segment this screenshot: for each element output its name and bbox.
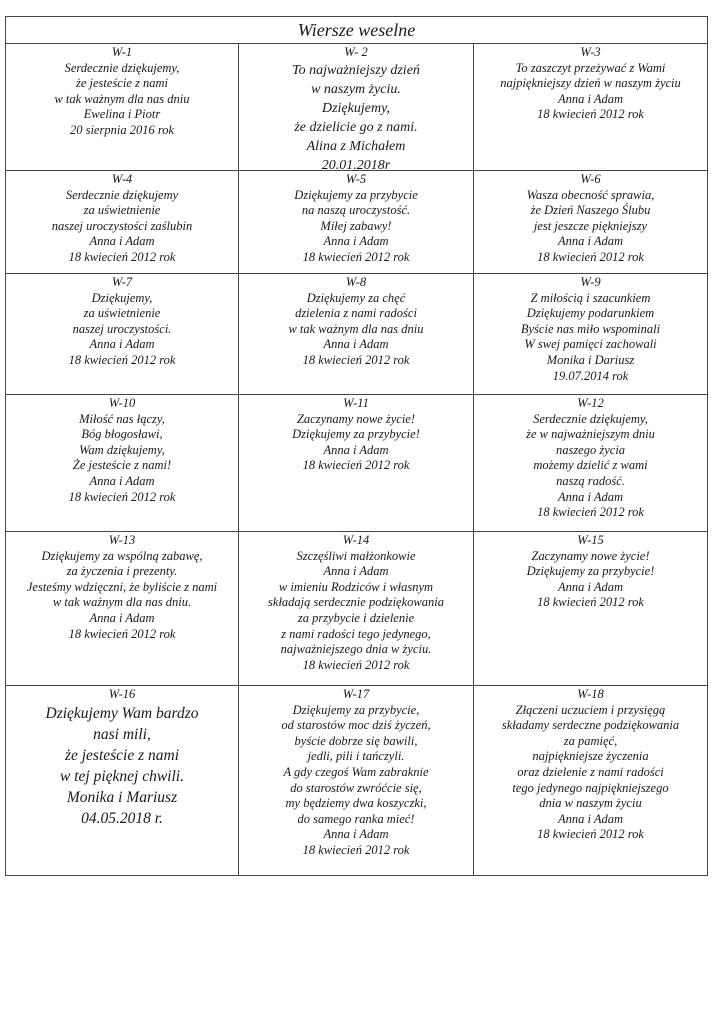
poem-line: 18 kwiecień 2012 rok bbox=[537, 249, 644, 264]
poem-line: Złączeni uczuciem i przysięgą bbox=[515, 702, 666, 717]
poem-line: na naszą uroczystość. bbox=[301, 203, 411, 218]
poem-line: w imieniu Rodziców i własnym bbox=[278, 579, 434, 594]
poem-code: W-16 bbox=[108, 687, 136, 701]
poem-line: Dziękujemy za chęć bbox=[306, 290, 406, 305]
poem-code: W-3 bbox=[580, 45, 601, 59]
poem-line: Dziękujemy za przybycie! bbox=[292, 427, 420, 442]
poem-cell bbox=[474, 171, 707, 274]
poem-line: najważniejszego dnia w życiu. bbox=[280, 642, 432, 657]
poem-line: Dziękujemy, bbox=[91, 290, 153, 305]
poem-code: W-17 bbox=[342, 687, 370, 701]
poem-line: że dzielicie go z nami. bbox=[294, 119, 418, 135]
poem-line: składają serdecznie podziękowania bbox=[268, 595, 444, 610]
poem-line: nasi mili, bbox=[93, 725, 151, 743]
poem-line: za uświetnienie bbox=[83, 306, 161, 321]
poem-line: Serdecznie dziękujemy bbox=[65, 187, 179, 202]
poem-code: W-13 bbox=[108, 533, 136, 547]
poem-code: W-7 bbox=[111, 275, 133, 289]
poem-line: Anna i Adam bbox=[323, 442, 389, 457]
poem-code: W-5 bbox=[345, 172, 367, 186]
poem-cell bbox=[6, 532, 239, 686]
poem-line: dnia w naszym życiu bbox=[539, 796, 642, 811]
poems-table bbox=[5, 16, 708, 876]
poem-line: To zaszczyt przeżywać z Wami bbox=[515, 60, 666, 75]
poem-code: W- 2 bbox=[344, 45, 368, 59]
poem-code: W-14 bbox=[342, 533, 370, 547]
poem-line: Bóg błogosławi, bbox=[81, 427, 163, 442]
poem-line: Anna i Adam bbox=[89, 337, 155, 352]
poem-code: W-15 bbox=[577, 533, 604, 547]
poem-line: za pamięć, bbox=[563, 733, 618, 748]
poem-line: Miłość nas łączy, bbox=[79, 411, 165, 426]
poem-line: Dziękujemy podarunkiem bbox=[526, 306, 655, 321]
poem-line: w naszym życiu. bbox=[311, 81, 401, 97]
poem-line: Monika i Mariusz bbox=[66, 788, 178, 806]
poem-cell bbox=[239, 395, 474, 532]
poem-code: W-1 bbox=[111, 45, 133, 59]
poem-line: jest jeszcze piękniejszy bbox=[533, 218, 648, 233]
poem-line: Jesteśmy wdzięczni, że byliście z nami bbox=[26, 579, 218, 594]
poem-line: że jesteście z nami bbox=[64, 746, 180, 764]
poem-line: Zaczynamy nowe życie! bbox=[531, 548, 650, 563]
poem-code: W-11 bbox=[343, 396, 369, 410]
poem-line: 18 kwiecień 2012 rok bbox=[68, 352, 176, 367]
poem-line: 04.05.2018 r. bbox=[81, 809, 163, 827]
poem-line: dzielenia z nami radości bbox=[295, 306, 417, 321]
poem-line: naszą radość. bbox=[556, 473, 625, 488]
poem-line: Monika i Dariusz bbox=[546, 352, 635, 367]
poem-cell bbox=[239, 686, 474, 875]
poem-line: Dziękujemy za przybycie bbox=[294, 187, 418, 202]
poem-line: za uświetnienie bbox=[83, 203, 161, 218]
poem-cell bbox=[474, 44, 707, 171]
poem-line: Serdecznie dziękujemy, bbox=[533, 411, 648, 426]
poems-grid bbox=[6, 44, 707, 875]
poem-line: najpiękniejszy dzień w naszym życiu bbox=[500, 76, 681, 91]
poem-line: Wasza obecność sprawia, bbox=[526, 187, 655, 202]
poem-line: Anna i Adam bbox=[557, 489, 624, 504]
poem-line: Alina z Michałem bbox=[306, 138, 406, 154]
poem-line: Anna i Adam bbox=[89, 610, 155, 625]
poem-line: 18 kwiecień 2012 rok bbox=[302, 249, 410, 264]
poem-line: Wam dziękujemy, bbox=[79, 442, 165, 457]
poem-line: Miłej zabawy! bbox=[320, 218, 392, 233]
poem-line: naszej uroczystości. bbox=[72, 321, 172, 336]
poem-line: z nami radości tego jedynego, bbox=[281, 626, 431, 641]
poem-line: 18 kwiecień 2012 rok bbox=[68, 489, 176, 504]
poem-line: tego jedynego najpiękniejszego bbox=[512, 780, 669, 795]
poem-line: w tej pięknej chwili. bbox=[60, 767, 184, 785]
poem-cell bbox=[6, 171, 239, 274]
poem-line: 20.01.2018r bbox=[321, 157, 391, 171]
poem-line: naszego życia bbox=[555, 442, 626, 457]
poem-line: w tak ważnym dla nas dniu. bbox=[52, 595, 192, 610]
poem-line: że Dzień Naszego Ślubu bbox=[530, 203, 651, 218]
poem-line: 20 sierpnia 2016 rok bbox=[69, 122, 175, 137]
poem-line: Serdecznie dziękujemy, bbox=[64, 60, 180, 75]
poem-line: 18 kwiecień 2012 rok bbox=[537, 827, 644, 842]
poem-code: W-4 bbox=[111, 172, 133, 186]
poem-cell bbox=[474, 686, 707, 875]
poem-cell bbox=[474, 274, 707, 395]
poem-line: 18 kwiecień 2012 rok bbox=[302, 352, 410, 367]
poem-line: Anna i Adam bbox=[89, 473, 155, 488]
poem-line: Że jesteście z nami! bbox=[72, 458, 172, 473]
poem-line: Anna i Adam bbox=[557, 579, 624, 594]
poem-line: 18 kwiecień 2012 rok bbox=[302, 458, 410, 473]
poem-line: naszej uroczystości zaślubin bbox=[51, 218, 193, 233]
poem-cell bbox=[6, 686, 239, 875]
poem-line: Anna i Adam bbox=[323, 337, 389, 352]
poem-cell bbox=[239, 171, 474, 274]
poem-line: Anna i Adam bbox=[323, 564, 389, 579]
poem-line: Anna i Adam bbox=[323, 234, 389, 249]
poem-line: Zaczynamy nowe życie! bbox=[296, 411, 416, 426]
poem-line: Dziękujemy za przybycie, bbox=[292, 702, 420, 717]
poem-line: Z miłością i szacunkiem bbox=[530, 290, 651, 305]
poem-line: w tak ważnym dla nas dniu bbox=[54, 91, 190, 106]
poem-line: do samego ranka mieć! bbox=[297, 811, 415, 826]
poem-line: Anna i Adam bbox=[323, 827, 389, 842]
poem-cell bbox=[6, 274, 239, 395]
poem-line: A gdy czegoś Wam zabraknie bbox=[283, 764, 429, 779]
poem-line: To najważniejszy dzień bbox=[292, 62, 420, 78]
poem-line: Byście nas miło wspominali bbox=[520, 321, 661, 336]
poem-cell bbox=[474, 395, 707, 532]
poem-code: W-10 bbox=[108, 396, 136, 410]
poem-line: że w najważniejszym dniu bbox=[526, 427, 655, 442]
poem-line: w tak ważnym dla nas dniu bbox=[288, 321, 424, 336]
poem-line: 19.07.2014 rok bbox=[552, 368, 629, 383]
poem-line: za przybycie i dzielenie bbox=[297, 610, 415, 625]
poem-line: 18 kwiecień 2012 rok bbox=[537, 595, 644, 610]
poem-code: W-9 bbox=[580, 275, 601, 289]
poem-line: oraz dzielenie z nami radości bbox=[517, 764, 664, 779]
poem-line: od starostów moc dziś życzeń, bbox=[281, 718, 431, 733]
poem-line: Anna i Adam bbox=[89, 234, 155, 249]
poem-line: 18 kwiecień 2012 rok bbox=[68, 249, 176, 264]
poem-code: W-8 bbox=[345, 275, 367, 289]
poem-code: W-6 bbox=[580, 172, 601, 186]
poem-cell bbox=[239, 532, 474, 686]
poem-line: składamy serdeczne podziękowania bbox=[501, 718, 680, 733]
poem-line: do starostów zwróćcie się, bbox=[290, 780, 422, 795]
poem-line: Dziękujemy, bbox=[321, 100, 391, 116]
poem-line: Szczęśliwi małżonkowie bbox=[296, 548, 416, 563]
poem-code: W-12 bbox=[577, 396, 604, 410]
poem-line: za życzenia i prezenty. bbox=[66, 564, 178, 579]
poem-cell bbox=[6, 44, 239, 171]
table-title: Wiersze weselne bbox=[6, 17, 707, 44]
poem-line: możemy dzielić z wami bbox=[533, 458, 648, 473]
poem-line: 18 kwiecień 2012 rok bbox=[537, 505, 644, 520]
poem-line: Ewelina i Piotr bbox=[83, 107, 161, 122]
poem-cell bbox=[239, 274, 474, 395]
poem-cell bbox=[239, 44, 474, 171]
poem-line: Anna i Adam bbox=[557, 811, 624, 826]
poem-line: 18 kwiecień 2012 rok bbox=[302, 842, 410, 857]
poem-line: Anna i Adam bbox=[557, 91, 624, 106]
poem-cell bbox=[474, 532, 707, 686]
poem-line: W swej pamięci zachowali bbox=[524, 337, 657, 352]
poem-line: Dziękujemy za wspólną zabawę, bbox=[41, 548, 203, 563]
poem-line: jedli, pili i tańczyli. bbox=[307, 749, 405, 764]
poem-line: 18 kwiecień 2012 rok bbox=[537, 107, 644, 122]
poem-cell bbox=[6, 395, 239, 532]
poem-line: 18 kwiecień 2012 rok bbox=[68, 626, 176, 641]
poem-line: byście dobrze się bawili, bbox=[294, 733, 418, 748]
poem-line: 18 kwiecień 2012 rok bbox=[302, 657, 410, 672]
poem-line: najpiękniejsze życzenia bbox=[532, 749, 649, 764]
poem-line: Dziękujemy Wam bardzo bbox=[45, 704, 199, 722]
poem-line: my będziemy dwa koszyczki, bbox=[285, 796, 427, 811]
poem-line: Dziękujemy za przybycie! bbox=[526, 564, 655, 579]
poem-line: że jesteście z nami bbox=[76, 76, 168, 91]
poem-line: Anna i Adam bbox=[557, 234, 624, 249]
poem-code: W-18 bbox=[577, 687, 604, 701]
